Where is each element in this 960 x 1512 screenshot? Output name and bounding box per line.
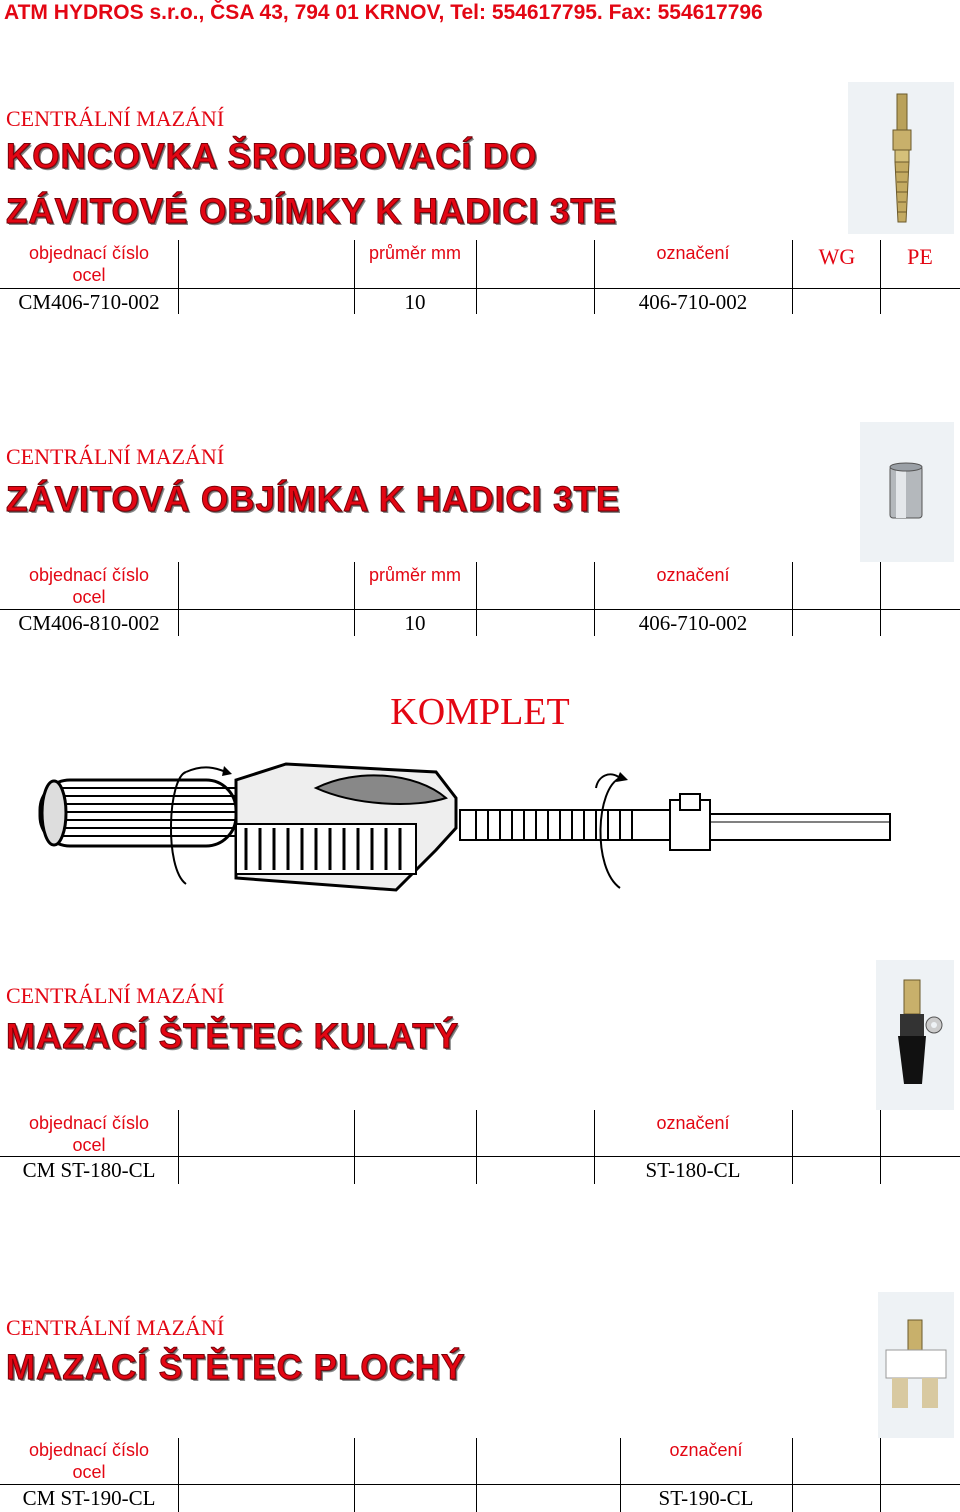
col-material-header: ocel xyxy=(72,1135,106,1155)
col-order-no-header: objednací číslo xyxy=(28,1440,150,1460)
col-order-no-header: objednací číslo xyxy=(28,243,150,263)
row-designation: ST-190-CL xyxy=(658,1486,754,1510)
hose-assembly-drawing xyxy=(36,758,896,898)
threaded-nipple-photo xyxy=(848,82,954,234)
section1-category: CENTRÁLNÍ MAZÁNÍ xyxy=(6,106,225,131)
section1-title-line2: ZÁVITOVÉ OBJÍMKY K HADICI 3TE xyxy=(6,192,618,231)
row-order-no: CM ST-180-CL xyxy=(22,1158,156,1182)
table-vline xyxy=(476,562,477,636)
section2-title: ZÁVITOVÁ OBJÍMKA K HADICI 3TE xyxy=(6,480,621,519)
col-designation-header: označení xyxy=(656,1113,730,1133)
company-contact: HYDROS s.r.o., ČSA 43, 794 01 KRNOV, Tel: 554617795. Fax: 554617796 xyxy=(47,1,763,24)
company-header xyxy=(4,0,763,26)
table-vline xyxy=(880,562,881,636)
company-brand: ATM xyxy=(4,1,48,24)
table-divider xyxy=(0,609,960,610)
row-order-no: CM406-710-002 xyxy=(18,290,160,314)
table-vline xyxy=(354,1438,355,1512)
table-vline xyxy=(880,1110,881,1184)
table-vline xyxy=(792,1110,793,1184)
flat-brush-photo xyxy=(878,1292,954,1438)
col-material-header: ocel xyxy=(72,265,106,285)
table-vline xyxy=(178,1110,179,1184)
table-vline xyxy=(792,562,793,636)
section4-category: CENTRÁLNÍ MAZÁNÍ xyxy=(6,1315,225,1340)
table-vline xyxy=(880,240,881,314)
table-vline xyxy=(178,562,179,636)
table-vline xyxy=(476,1438,477,1512)
section1-title-line1: KONCOVKA ŠROUBOVACÍ DO xyxy=(6,137,538,176)
col-designation-header: označení xyxy=(669,1440,743,1460)
section3-title: MAZACÍ ŠTĚTEC KULATÝ xyxy=(6,1017,459,1056)
col-diameter-header: průměr mm xyxy=(368,243,461,263)
col-wg-header: WG xyxy=(818,244,856,269)
row-designation: 406-710-002 xyxy=(638,290,748,314)
threaded-sleeve-photo xyxy=(860,422,954,562)
table-vline xyxy=(178,1438,179,1512)
table-vline xyxy=(178,240,179,314)
col-order-no-header: objednací číslo xyxy=(28,565,150,585)
row-diameter: 10 xyxy=(404,611,426,635)
section4-title: MAZACÍ ŠTĚTEC PLOCHÝ xyxy=(6,1348,466,1387)
col-material-header: ocel xyxy=(72,587,106,607)
table-divider xyxy=(0,288,960,289)
round-brush-photo xyxy=(876,960,954,1110)
section2-category: CENTRÁLNÍ MAZÁNÍ xyxy=(6,444,225,469)
table-vline xyxy=(354,1110,355,1184)
col-material-header: ocel xyxy=(72,1462,106,1482)
table-vline xyxy=(476,1110,477,1184)
table-vline xyxy=(792,240,793,314)
col-designation-header: označení xyxy=(656,243,730,263)
section3-category: CENTRÁLNÍ MAZÁNÍ xyxy=(6,983,225,1008)
row-designation: ST-180-CL xyxy=(645,1158,741,1182)
komplet-label: KOMPLET xyxy=(390,691,570,733)
col-designation-header: označení xyxy=(656,565,730,585)
table-vline xyxy=(880,1438,881,1512)
table-vline xyxy=(476,240,477,314)
col-pe-header: PE xyxy=(907,244,933,269)
table-divider xyxy=(0,1156,960,1157)
row-diameter: 10 xyxy=(404,290,426,314)
row-order-no: CM ST-190-CL xyxy=(22,1486,156,1510)
col-order-no-header: objednací číslo xyxy=(28,1113,150,1133)
col-diameter-header: průměr mm xyxy=(368,565,461,585)
row-designation: 406-710-002 xyxy=(638,611,748,635)
table-divider xyxy=(0,1484,960,1485)
row-order-no: CM406-810-002 xyxy=(18,611,160,635)
